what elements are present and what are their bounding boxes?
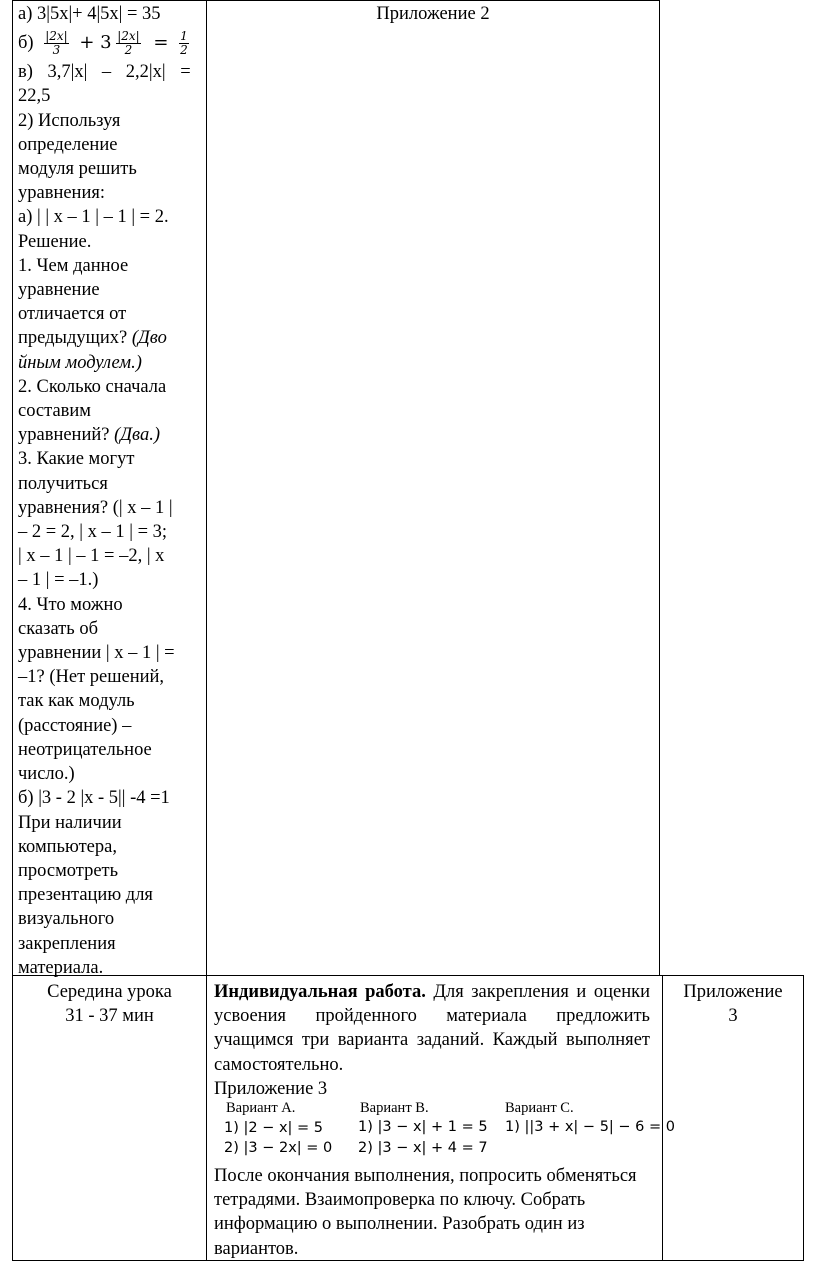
question1-answer-part1: (Дво: [131, 328, 167, 349]
computer-note-line2: компьютера,: [18, 836, 117, 857]
variant-b-equation1: 1) |3 − x| + 1 = 5: [358, 1119, 488, 1135]
fraction-numerator: |2x|: [45, 29, 68, 44]
question3-line1: 3. Какие могут: [18, 449, 135, 470]
solution-heading: Решение.: [18, 231, 92, 252]
equation-a: а) 3|5x|+ 4|5x| = 35: [18, 4, 161, 24]
appendix-3-right-line2: 3: [728, 1006, 738, 1027]
fraction-1-over-2: [179, 30, 189, 57]
question4-line8: число.): [18, 764, 75, 785]
fraction-denominator: 3: [52, 43, 61, 58]
question3-line4: – 2 = 2, | x – 1 | = 3;: [18, 522, 168, 543]
individual-work-paragraph: [214, 980, 650, 1077]
after-work-cell: [214, 1164, 654, 1261]
question4-line5: так как модуль: [18, 691, 135, 712]
table-border-right-bottom: [803, 975, 804, 1261]
lesson-stage-name: Середина урока: [47, 982, 172, 1002]
question1-line1: 1. Чем данное: [18, 255, 129, 276]
variant-a-equation2: 2) |3 − 2x| = 0: [224, 1140, 333, 1156]
question2-line1: 2. Сколько сначала: [18, 376, 167, 397]
lesson-stage-cell: [13, 980, 206, 1028]
question1-line4: [18, 326, 202, 350]
task2-line1: 2) Используя: [18, 110, 121, 131]
table-divider-bottom-1: [206, 975, 207, 1261]
equation-b-fractions: [18, 26, 202, 60]
individual-work-description: Для закрепления и оценки усвоения пройденного материала предложить учащимся три варианта заданий. Каждый выполняет самостоятельно.: [214, 982, 650, 1075]
question3-line3: уравнения? (| x – 1 |: [18, 497, 173, 518]
appendix-2-label: Приложение 2: [376, 4, 490, 24]
question2-answer: (Два.): [114, 425, 160, 446]
individual-work-heading: Индивидуальная работа.: [214, 982, 426, 1002]
question1-answer-part2: йным модулем.): [18, 352, 142, 373]
computer-note-line6: закрепления: [18, 933, 116, 954]
task2-line2: определение: [18, 134, 118, 155]
fraction-denominator: 2: [180, 43, 188, 58]
computer-note-line7: материала.: [18, 957, 104, 978]
equation-v-line1: в) 3,7|x| – 2,2|x| =: [18, 62, 191, 83]
task2-line3: модуля решить: [18, 159, 137, 180]
equation-b-prefix: б): [18, 33, 34, 54]
question4-line6: (расстояние) –: [18, 715, 132, 736]
question4-line3: уравнении | x – 1 | =: [18, 643, 175, 664]
variant-c-equation1: 1) ||3 + x| − 5| − 6 = 0: [505, 1119, 675, 1135]
left-cell-exercises: [18, 2, 202, 980]
question2-text: уравнений?: [18, 425, 110, 446]
variant-c-title: Вариант С.: [505, 1100, 574, 1116]
question3-line2: получиться: [18, 473, 108, 494]
table-border-left-top: [12, 0, 13, 976]
fraction-2x-over-3: [44, 30, 69, 57]
individual-work-cell: [214, 980, 650, 1101]
appendix-3-right-line1: Приложение: [683, 982, 783, 1002]
computer-note-line4: презентацию для: [18, 885, 153, 906]
equation-b-plus: + 3: [79, 32, 112, 54]
question2-line2: составим: [18, 401, 91, 422]
equation-b-equals: =: [153, 32, 169, 54]
question1-line3: отличается от: [18, 304, 127, 325]
question4-line7: неотрицательное: [18, 739, 152, 760]
equation-b-nested: б) |3 - 2 |x - 5|| -4 =1: [18, 788, 170, 809]
right-cell-appendix: [663, 980, 803, 1028]
question3-line6: – 1 | = –1.): [18, 570, 99, 591]
question4-line1: 4. Что можно: [18, 594, 123, 615]
variant-b-equation2: 2) |3 − x| + 4 = 7: [358, 1140, 488, 1156]
variant-a-equation1: 1) |2 − x| = 5: [224, 1120, 324, 1136]
task2-line4: уравнения:: [18, 183, 106, 204]
equation-double-modulus: а) | | x – 1 | – 1 | = 2.: [18, 207, 169, 228]
variant-a-title: Вариант А.: [226, 1100, 296, 1116]
lesson-stage-time: 31 - 37 мин: [65, 1006, 154, 1027]
after-work-instructions: После окончания выполнения, попросить обменяться тетрадями. Взаимопроверка по ключу. Собрать информацию о выполнении. Разобрать один из вариантов.: [214, 1166, 637, 1259]
computer-note-line3: просмотреть: [18, 860, 119, 881]
question4-line2: сказать об: [18, 618, 98, 639]
table-divider-top-2: [659, 0, 660, 976]
table-divider-top-1: [206, 0, 207, 976]
question1-line2: уравнение: [18, 280, 100, 301]
computer-note-line5: визуального: [18, 909, 115, 930]
variant-b-title: Вариант В.: [360, 1100, 429, 1116]
appendix-3-label: Приложение 3: [214, 1078, 328, 1099]
fraction-2x-over-2: [116, 30, 141, 57]
fraction-denominator: 2: [124, 43, 133, 58]
question3-line5: | x – 1 | – 1 = –2, | x: [18, 546, 165, 567]
question1-text: предыдущих?: [18, 328, 128, 349]
computer-note-line1: При наличии: [18, 812, 122, 833]
fraction-numerator: 1: [180, 29, 188, 44]
question2-line3: [18, 423, 202, 447]
question4-line4: –1? (Нет решений,: [18, 667, 165, 688]
variants-block: [214, 1098, 675, 1164]
equation-v-line2: 22,5: [18, 86, 51, 107]
middle-cell-appendix: [207, 2, 659, 26]
fraction-numerator: |2x|: [117, 29, 140, 44]
table-border-top: [12, 0, 660, 1]
